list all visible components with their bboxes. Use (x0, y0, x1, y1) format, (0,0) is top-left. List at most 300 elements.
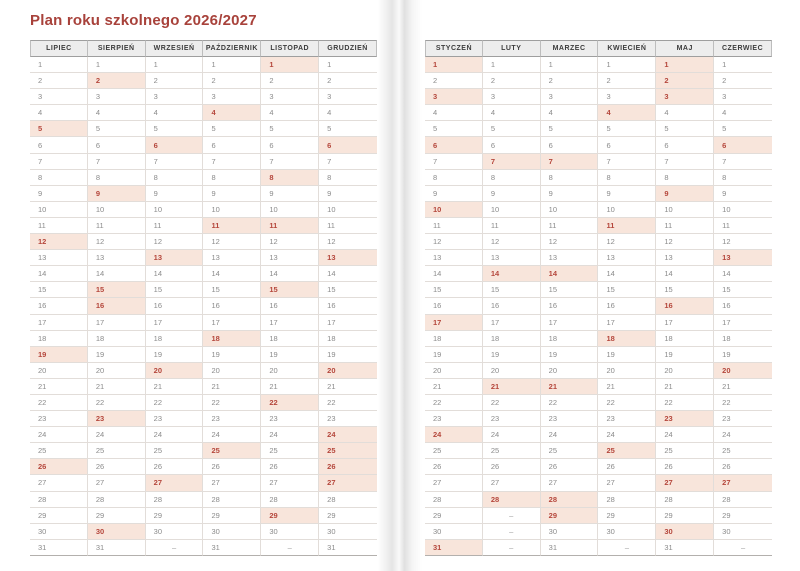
day-cell: 19 (88, 347, 146, 363)
day-cell: 22 (541, 395, 599, 411)
day-cell: 4 (598, 105, 656, 121)
day-cell: 30 (261, 524, 319, 540)
day-cell: 9 (425, 186, 483, 202)
day-cell: 27 (319, 475, 377, 491)
day-cell: 9 (483, 186, 541, 202)
day-cell: 8 (146, 170, 204, 186)
day-cell: 29 (88, 508, 146, 524)
day-cell: 3 (88, 89, 146, 105)
day-cell: 18 (319, 331, 377, 347)
day-cell: 23 (261, 411, 319, 427)
day-cell: 9 (261, 186, 319, 202)
day-cell: 7 (88, 154, 146, 170)
calendar-left-page (30, 40, 377, 556)
day-cell: 27 (425, 475, 483, 491)
day-cell: 1 (656, 57, 714, 73)
day-cell: 8 (30, 170, 88, 186)
day-cell: 12 (541, 234, 599, 250)
day-cell: 18 (203, 331, 261, 347)
day-cell: 9 (656, 186, 714, 202)
day-cell: 19 (541, 347, 599, 363)
day-cell: 12 (656, 234, 714, 250)
day-cell: 14 (425, 266, 483, 282)
day-cell: 29 (203, 508, 261, 524)
day-cell: 21 (146, 379, 204, 395)
day-cell: 6 (146, 137, 204, 153)
day-cell: 11 (319, 218, 377, 234)
day-cell: 6 (656, 137, 714, 153)
day-cell: 26 (88, 459, 146, 475)
day-cell: 24 (483, 427, 541, 443)
day-cell: 20 (319, 363, 377, 379)
day-cell: 12 (598, 234, 656, 250)
day-cell: 17 (483, 315, 541, 331)
day-cell: 3 (656, 89, 714, 105)
day-cell: 20 (261, 363, 319, 379)
day-cell: 25 (483, 443, 541, 459)
day-cell: 7 (30, 154, 88, 170)
day-cell: 26 (656, 459, 714, 475)
day-cell: 28 (319, 492, 377, 508)
day-cell: 23 (425, 411, 483, 427)
day-cell: 14 (88, 266, 146, 282)
day-cell: 10 (483, 202, 541, 218)
day-cell: 26 (319, 459, 377, 475)
day-cell: 15 (714, 282, 772, 298)
day-cell: 17 (319, 315, 377, 331)
day-cell: 18 (146, 331, 204, 347)
day-cell: 25 (714, 443, 772, 459)
day-cell: 10 (146, 202, 204, 218)
day-cell: 3 (714, 89, 772, 105)
day-cell: 13 (714, 250, 772, 266)
day-cell: 18 (30, 331, 88, 347)
day-cell: 23 (30, 411, 88, 427)
day-cell: 9 (30, 186, 88, 202)
day-cell: 19 (319, 347, 377, 363)
day-cell: 24 (30, 427, 88, 443)
day-cell: 11 (714, 218, 772, 234)
day-cell: 14 (261, 266, 319, 282)
day-cell: 28 (483, 492, 541, 508)
day-cell: 9 (88, 186, 146, 202)
day-cell: 8 (425, 170, 483, 186)
day-cell: 26 (483, 459, 541, 475)
day-cell: 27 (598, 475, 656, 491)
day-cell: 21 (88, 379, 146, 395)
day-cell: 11 (541, 218, 599, 234)
day-cell: 23 (88, 411, 146, 427)
day-cell: 17 (146, 315, 204, 331)
day-cell: 10 (203, 202, 261, 218)
day-cell: 23 (598, 411, 656, 427)
month-header: WRZESIEŃ (146, 40, 204, 57)
day-cell: 10 (30, 202, 88, 218)
day-cell: 12 (88, 234, 146, 250)
day-cell: 30 (319, 524, 377, 540)
day-cell: 6 (483, 137, 541, 153)
day-cell: 11 (146, 218, 204, 234)
day-cell: 3 (319, 89, 377, 105)
day-cell: 1 (146, 57, 204, 73)
day-cell: 26 (203, 459, 261, 475)
day-cell: 26 (261, 459, 319, 475)
day-cell: 17 (541, 315, 599, 331)
day-cell: 5 (541, 121, 599, 137)
day-cell: 1 (483, 57, 541, 73)
day-cell: 9 (319, 186, 377, 202)
day-cell: 6 (319, 137, 377, 153)
day-cell: 19 (146, 347, 204, 363)
day-cell: 5 (319, 121, 377, 137)
day-cell: 10 (425, 202, 483, 218)
day-cell: 22 (656, 395, 714, 411)
day-cell: 26 (146, 459, 204, 475)
day-cell: 17 (30, 315, 88, 331)
day-cell: 6 (88, 137, 146, 153)
day-cell: 14 (541, 266, 599, 282)
day-cell: 19 (656, 347, 714, 363)
day-cell: 15 (88, 282, 146, 298)
day-cell: 13 (483, 250, 541, 266)
day-cell: 16 (541, 298, 599, 314)
day-cell: 4 (483, 105, 541, 121)
day-cell: 21 (541, 379, 599, 395)
day-cell: 1 (261, 57, 319, 73)
day-cell: 16 (88, 298, 146, 314)
day-cell: 20 (203, 363, 261, 379)
day-cell: 11 (261, 218, 319, 234)
day-cell: 31 (541, 540, 599, 556)
day-cell: 3 (30, 89, 88, 105)
day-cell: 13 (319, 250, 377, 266)
day-cell: 21 (483, 379, 541, 395)
day-cell: 13 (261, 250, 319, 266)
day-cell: 24 (425, 427, 483, 443)
day-cell: 22 (203, 395, 261, 411)
day-cell: 3 (146, 89, 204, 105)
day-cell: 11 (30, 218, 88, 234)
day-cell: 6 (541, 137, 599, 153)
day-cell: 21 (425, 379, 483, 395)
day-cell: 13 (425, 250, 483, 266)
day-cell: 13 (656, 250, 714, 266)
day-cell: 24 (203, 427, 261, 443)
day-cell: 9 (203, 186, 261, 202)
day-cell: 9 (598, 186, 656, 202)
day-cell: 11 (203, 218, 261, 234)
day-cell: 6 (261, 137, 319, 153)
day-cell: 5 (425, 121, 483, 137)
day-cell: 30 (541, 524, 599, 540)
day-cell: 19 (425, 347, 483, 363)
day-cell: 7 (598, 154, 656, 170)
day-cell: 29 (30, 508, 88, 524)
day-cell: 26 (541, 459, 599, 475)
day-cell-empty: – (483, 540, 541, 556)
day-cell: 7 (656, 154, 714, 170)
day-cell-empty: – (598, 540, 656, 556)
day-cell: 3 (541, 89, 599, 105)
day-cell: 13 (30, 250, 88, 266)
day-cell: 7 (541, 154, 599, 170)
day-cell: 20 (146, 363, 204, 379)
day-cell: 17 (261, 315, 319, 331)
day-cell: 1 (30, 57, 88, 73)
day-cell: 22 (714, 395, 772, 411)
day-cell: 27 (483, 475, 541, 491)
day-cell: 24 (319, 427, 377, 443)
day-cell: 27 (261, 475, 319, 491)
day-cell: 7 (483, 154, 541, 170)
day-cell: 16 (30, 298, 88, 314)
day-cell: 12 (483, 234, 541, 250)
day-cell: 20 (598, 363, 656, 379)
day-cell: 25 (319, 443, 377, 459)
month-header: SIERPIEŃ (88, 40, 146, 57)
day-cell: 22 (319, 395, 377, 411)
day-cell: 23 (656, 411, 714, 427)
day-cell: 6 (598, 137, 656, 153)
day-cell: 9 (714, 186, 772, 202)
day-cell: 22 (483, 395, 541, 411)
day-cell: 5 (30, 121, 88, 137)
day-cell: 14 (483, 266, 541, 282)
day-cell: 30 (30, 524, 88, 540)
day-cell: 27 (714, 475, 772, 491)
day-cell: 10 (541, 202, 599, 218)
day-cell: 5 (714, 121, 772, 137)
day-cell: 4 (203, 105, 261, 121)
day-cell: 24 (598, 427, 656, 443)
day-cell: 16 (656, 298, 714, 314)
day-cell: 22 (88, 395, 146, 411)
day-cell: 30 (656, 524, 714, 540)
day-cell: 5 (261, 121, 319, 137)
day-cell: 15 (656, 282, 714, 298)
day-cell: 19 (203, 347, 261, 363)
day-cell: 25 (88, 443, 146, 459)
day-cell: 5 (146, 121, 204, 137)
day-cell: 2 (425, 73, 483, 89)
day-cell: 19 (483, 347, 541, 363)
day-cell: 10 (88, 202, 146, 218)
day-cell: 14 (319, 266, 377, 282)
day-cell: 2 (598, 73, 656, 89)
day-cell: 29 (261, 508, 319, 524)
month-header: LIPIEC (30, 40, 88, 57)
day-cell: 23 (483, 411, 541, 427)
day-cell: 14 (714, 266, 772, 282)
day-cell: 7 (146, 154, 204, 170)
day-cell: 15 (425, 282, 483, 298)
day-cell: 3 (425, 89, 483, 105)
month-header: STYCZEŃ (425, 40, 483, 57)
day-cell: 21 (203, 379, 261, 395)
day-cell: 7 (319, 154, 377, 170)
day-cell: 28 (261, 492, 319, 508)
day-cell-empty: – (261, 540, 319, 556)
day-cell: 3 (598, 89, 656, 105)
day-cell: 18 (541, 331, 599, 347)
day-cell: 14 (598, 266, 656, 282)
day-cell-empty: – (714, 540, 772, 556)
day-cell: 2 (483, 73, 541, 89)
day-cell: 27 (656, 475, 714, 491)
day-cell: 21 (30, 379, 88, 395)
day-cell: 31 (319, 540, 377, 556)
day-cell: 15 (261, 282, 319, 298)
day-cell: 30 (88, 524, 146, 540)
day-cell: 11 (88, 218, 146, 234)
day-cell: 18 (261, 331, 319, 347)
day-cell: 16 (483, 298, 541, 314)
day-cell: 20 (541, 363, 599, 379)
day-cell: 4 (319, 105, 377, 121)
day-cell: 1 (541, 57, 599, 73)
day-cell: 28 (541, 492, 599, 508)
day-cell: 10 (656, 202, 714, 218)
day-cell: 17 (656, 315, 714, 331)
day-cell: 18 (656, 331, 714, 347)
day-cell: 10 (598, 202, 656, 218)
day-cell: 14 (30, 266, 88, 282)
day-cell: 12 (203, 234, 261, 250)
day-cell: 29 (598, 508, 656, 524)
day-cell: 5 (598, 121, 656, 137)
day-cell: 31 (88, 540, 146, 556)
day-cell: 20 (656, 363, 714, 379)
day-cell: 16 (598, 298, 656, 314)
day-cell: 11 (483, 218, 541, 234)
day-cell: 9 (541, 186, 599, 202)
day-cell: 11 (656, 218, 714, 234)
day-cell: 20 (483, 363, 541, 379)
day-cell: 31 (203, 540, 261, 556)
day-cell: 23 (203, 411, 261, 427)
day-cell: 15 (541, 282, 599, 298)
day-cell: 7 (261, 154, 319, 170)
day-cell: 19 (261, 347, 319, 363)
day-cell: 23 (319, 411, 377, 427)
day-cell: 2 (656, 73, 714, 89)
day-cell: 4 (88, 105, 146, 121)
day-cell: 19 (30, 347, 88, 363)
day-cell: 25 (541, 443, 599, 459)
day-cell: 2 (319, 73, 377, 89)
day-cell: 24 (541, 427, 599, 443)
day-cell: 9 (146, 186, 204, 202)
day-cell: 18 (483, 331, 541, 347)
day-cell: 2 (541, 73, 599, 89)
day-cell: 13 (541, 250, 599, 266)
day-cell: 1 (598, 57, 656, 73)
day-cell: 25 (203, 443, 261, 459)
day-cell: 29 (714, 508, 772, 524)
day-cell: 8 (714, 170, 772, 186)
day-cell: 31 (30, 540, 88, 556)
day-cell: 24 (146, 427, 204, 443)
day-cell: 4 (261, 105, 319, 121)
day-cell: 5 (656, 121, 714, 137)
day-cell: 15 (598, 282, 656, 298)
day-cell: 25 (261, 443, 319, 459)
day-cell: 22 (598, 395, 656, 411)
day-cell: 17 (88, 315, 146, 331)
day-cell: 28 (714, 492, 772, 508)
day-cell: 21 (319, 379, 377, 395)
day-cell: 24 (656, 427, 714, 443)
day-cell: 18 (598, 331, 656, 347)
day-cell: 3 (261, 89, 319, 105)
day-cell: 21 (656, 379, 714, 395)
month-header: GRUDZIEŃ (319, 40, 377, 57)
month-header: LUTY (483, 40, 541, 57)
month-header: MARZEC (541, 40, 599, 57)
day-cell: 2 (88, 73, 146, 89)
day-cell: 10 (714, 202, 772, 218)
day-cell: 2 (714, 73, 772, 89)
day-cell: 30 (714, 524, 772, 540)
day-cell: 3 (203, 89, 261, 105)
day-cell: 13 (146, 250, 204, 266)
day-cell: 13 (598, 250, 656, 266)
day-cell: 6 (30, 137, 88, 153)
day-cell: 23 (146, 411, 204, 427)
day-cell: 10 (261, 202, 319, 218)
day-cell: 24 (261, 427, 319, 443)
day-cell: 28 (146, 492, 204, 508)
day-cell: 4 (146, 105, 204, 121)
day-cell: 7 (425, 154, 483, 170)
page-gutter (378, 0, 422, 571)
day-cell: 19 (598, 347, 656, 363)
day-cell: 30 (203, 524, 261, 540)
day-cell: 6 (425, 137, 483, 153)
day-cell: 1 (319, 57, 377, 73)
day-cell: 14 (656, 266, 714, 282)
day-cell: 8 (598, 170, 656, 186)
day-cell: 29 (319, 508, 377, 524)
day-cell: 28 (30, 492, 88, 508)
day-cell: 27 (203, 475, 261, 491)
day-cell: 12 (425, 234, 483, 250)
day-cell: 28 (203, 492, 261, 508)
day-cell: 12 (30, 234, 88, 250)
day-cell: 27 (88, 475, 146, 491)
day-cell: 27 (30, 475, 88, 491)
month-header: PAŹDZIERNIK (203, 40, 261, 57)
day-cell: 12 (261, 234, 319, 250)
day-cell: 4 (541, 105, 599, 121)
day-cell: 11 (425, 218, 483, 234)
day-cell: 15 (319, 282, 377, 298)
day-cell: 25 (425, 443, 483, 459)
day-cell: 31 (656, 540, 714, 556)
day-cell: 16 (714, 298, 772, 314)
day-cell: 1 (425, 57, 483, 73)
day-cell: 29 (146, 508, 204, 524)
day-cell: 30 (146, 524, 204, 540)
day-cell: 1 (203, 57, 261, 73)
day-cell: 18 (714, 331, 772, 347)
day-cell: 12 (146, 234, 204, 250)
day-cell: 30 (425, 524, 483, 540)
day-cell: 4 (714, 105, 772, 121)
day-cell: 26 (714, 459, 772, 475)
page-title: Plan roku szkolnego 2026/2027 (30, 12, 257, 29)
day-cell: 26 (598, 459, 656, 475)
